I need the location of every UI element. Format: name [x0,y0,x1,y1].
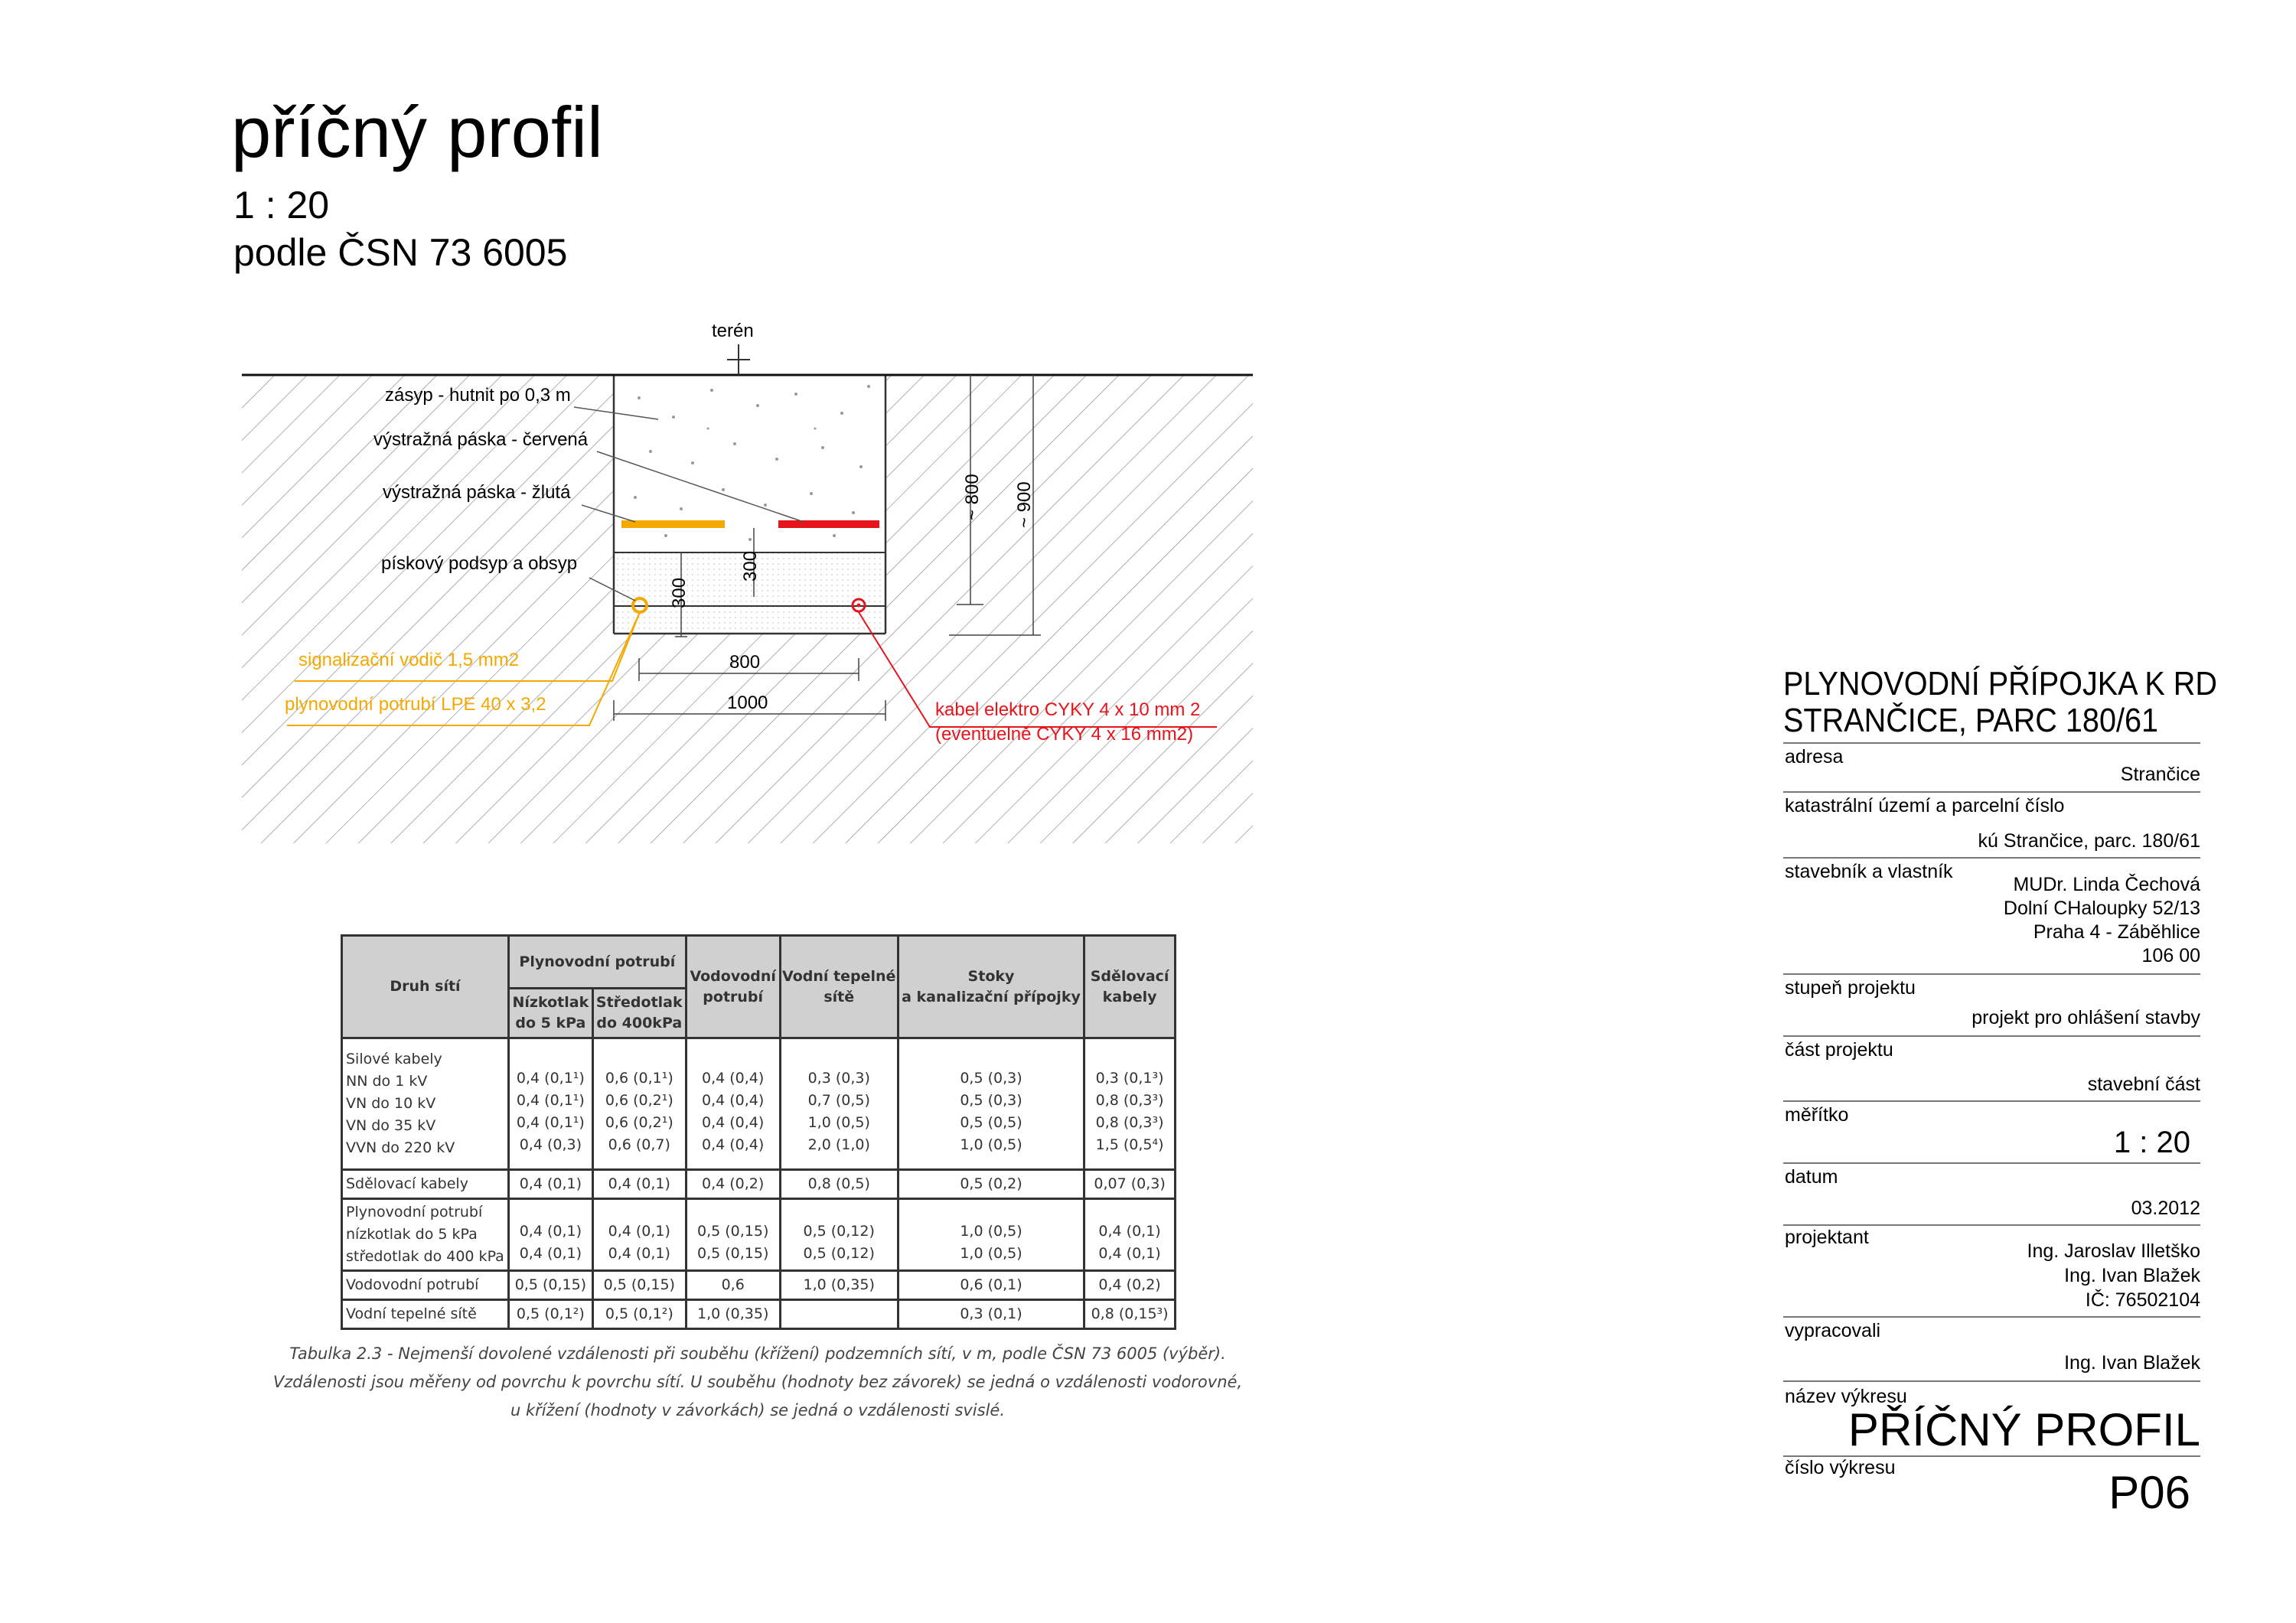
yellow-warning-tape [621,520,725,528]
address-value: Strančice [2120,764,2200,785]
terrain-label: terén [712,321,754,341]
designer-caption: projektant [1785,1227,1869,1248]
cadastre-caption: katastrální území a parcelní číslo [1785,795,2065,816]
address-caption: adresa [1785,746,1844,768]
red-warning-tape [778,520,879,528]
yellow-tape-label: výstražná páska - žlutá [383,482,571,503]
table-row: Plynovodní potrubí nízkotlak do 5 kPa středotlak do 400 kPa 0,4 (0,1) 0,4 (0,1) 0,4 (0,1) 0,4 (0,1) 0,5 (0,15) 0,5 (0,15) 0,5 (0,12) 0,5 (0,12) 1,0 (0,5) 1,0 (0,5) 0,4 (0,1) 0,4 (0,1) [342,1199,1176,1271]
th-tepelne: Vodní tepelné sítě [780,936,898,1038]
title-divider [1783,857,2200,859]
title-divider [1783,973,2200,975]
prepared-value: Ing. Ivan Blažek [2064,1352,2200,1374]
backfill-label: zásyp - hutnit po 0,3 m [385,385,571,406]
th-stoky: Stoky a kanalizační přípojky [898,936,1084,1038]
dim-900-vertical: ~ 900 [1014,481,1035,528]
page-title: příčný profil [231,92,603,172]
th-druh: Druh sítí [342,936,509,1038]
title-divider [1783,1100,2200,1102]
cable-alt-label: (eventuelně CYKY 4 x 16 mm2) [935,724,1194,745]
table-row: Vodní tepelné sítě 0,5 (0,1²) 0,5 (0,1²) 1,0 (0,35) 0,3 (0,1) 0,8 (0,15³) [342,1300,1176,1329]
table-row: Vodovodní potrubí 0,5 (0,15) 0,5 (0,15) 0,6 1,0 (0,35) 0,6 (0,1) 0,4 (0,2) [342,1271,1176,1300]
th-sdelovaci: Sdělovací kabely [1084,936,1176,1038]
drawing-name-value: PŘÍČNÝ PROFIL [1848,1404,2200,1455]
trench [614,375,885,634]
page-norm: podle ČSN 73 6005 [233,231,568,274]
terrain-marker [727,344,750,375]
distance-table [341,934,1176,1330]
date-caption: datum [1785,1166,1838,1188]
title-divider [1783,791,2200,793]
th-nizkotlak: Nízkotlak do 5 kPa [508,989,592,1038]
stage-value: projekt pro ohlášení stavby [1971,1007,2200,1028]
table-row: Silové kabely NN do 1 kV VN do 10 kV VN do 35 kV VVN do 220 kV 0,4 (0,1¹) 0,4 (0,1¹) 0,4 (0,1¹) 0,4 (0,3) 0,6 (0,1¹) 0,6 (0,2¹) 0,6 (0,2¹) 0,6 (0,7) 0,4 (0,4) 0,4 (0,4) 0,4 (0,4) 0,4 (0,4) 0,3 (0,3) 0,7 (0,5) 1,0 (0,5) 2,0 (1,0) 0,5 (0,3) 0,5 (0,3) 0,5 (0,5) 1,0 (0,5) 0,3 (0,1³) 0,8 (0,3³) 0,8 (0,3³) 1,5 (0,5⁴) [342,1038,1176,1170]
table-row: Sdělovací kabely 0,4 (0,1) 0,4 (0,1) 0,4 (0,2) 0,8 (0,5) 0,5 (0,2) 0,07 (0,3) [342,1170,1176,1199]
project-name-line1: PLYNOVODNÍ PŘÍPOJKA K RD [1783,665,2218,702]
th-plyn: Plynovodní potrubí [508,936,686,989]
title-divider [1783,1162,2200,1164]
gas-pipe-label: plynovodní potrubí LPE 40 x 3,2 [285,694,546,715]
drawing-name-caption: název výkresu [1785,1386,1907,1407]
owner-value: MUDr. Linda Čechová Dolní CHaloupky 52/13 Praha 4 - Záběhlice 106 00 [2003,874,2200,966]
signal-wire-label: signalizační vodič 1,5 mm2 [298,650,520,670]
dim-800-label: 800 [729,652,761,673]
title-divider [1783,742,2200,744]
owner-caption: stavebník a vlastník [1785,861,1953,882]
stage-caption: stupeň projektu [1785,977,1916,999]
date-value: 03.2012 [2131,1198,2200,1219]
dim-300-left: 300 [669,577,690,608]
project-name-line2: STRANČICE, PARC 180/61 [1783,702,2159,739]
title-divider [1783,1380,2200,1382]
title-divider [1783,1035,2200,1037]
dim-800-vertical: ~ 800 [962,474,983,520]
th-stredotlak: Středotlak do 400kPa [592,989,686,1038]
drawing-number-value: P06 [2108,1467,2190,1518]
th-vodovodni: Vodovodní potrubí [686,936,780,1038]
cable-label: kabel elektro CYKY 4 x 10 mm 2 [935,699,1201,720]
scale-value: 1 : 20 [2113,1126,2190,1159]
part-caption: část projektu [1785,1039,1893,1061]
prepared-caption: vypracovali [1785,1320,1881,1341]
dim-1000-label: 1000 [727,693,768,713]
dim-300-mid: 300 [740,550,761,582]
drawing-number-caption: číslo výkresu [1785,1457,1896,1478]
cadastre-value: kú Strančice, parc. 180/61 [1978,830,2200,852]
title-divider [1783,1316,2200,1318]
designer-value: Ing. Jaroslav Illetško Ing. Ivan Blažek IČ: 76502104 [2027,1240,2200,1311]
sand-bed-label: pískový podsyp a obsyp [381,553,578,574]
scale-caption: měřítko [1785,1104,1849,1126]
page-scale: 1 : 20 [233,184,330,227]
part-value: stavební část [2087,1074,2200,1095]
table-caption: Tabulka 2.3 - Nejmenší dovolené vzdálenosti při souběhu (křížení) podzemních sítí, v m, podle ČSN 73 6005 (výběr). Vzdálenosti jsou měřeny od povrchu k povrchu sítí. U souběhu (hodnoty bez závorek) se jedná o vzdálenosti vodorovné, u křížení (hodnoty v závorkách) se jedná o vzdálenosti svislé. [272,1344,1243,1419]
red-tape-label: výstražná páska - červená [373,429,589,450]
